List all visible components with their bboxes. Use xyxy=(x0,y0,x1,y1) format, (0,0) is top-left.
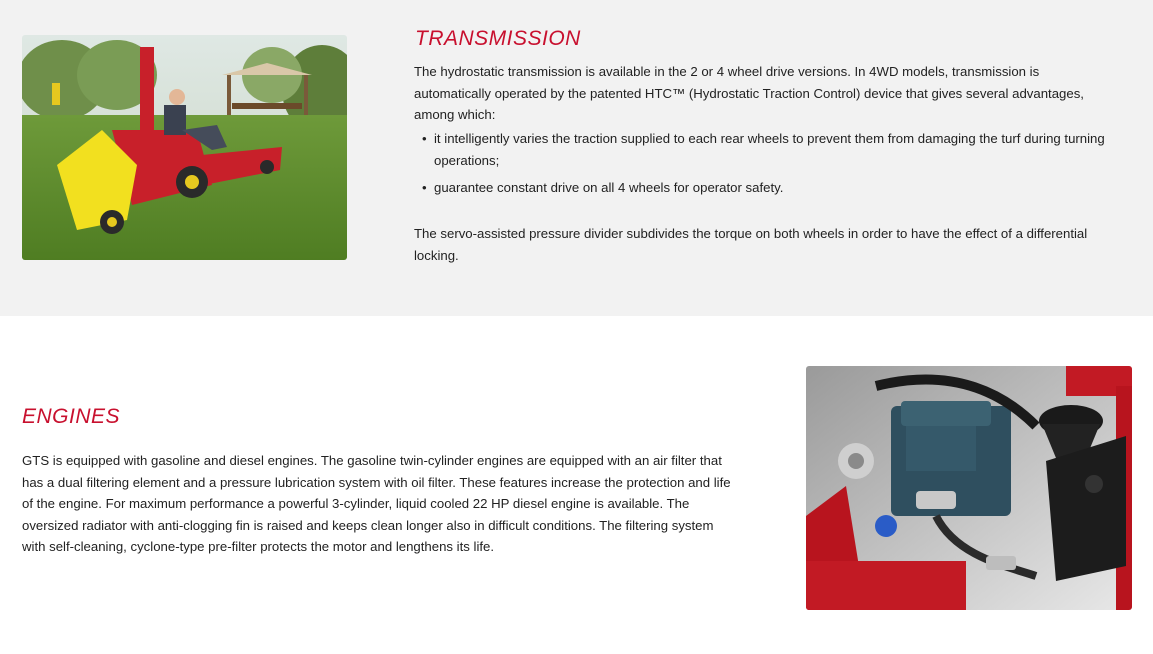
engine-photo xyxy=(806,366,1132,610)
engines-section xyxy=(0,316,1153,654)
transmission-heading: TRANSMISSION xyxy=(415,27,581,50)
transmission-advantages-list xyxy=(414,128,1114,205)
bullet-icon: • xyxy=(422,180,427,195)
engines-heading: ENGINES xyxy=(22,405,121,428)
mower-in-field-image xyxy=(22,35,347,260)
transmission-section xyxy=(0,0,1153,316)
list-item-text: it intelligently varies the traction supplied to each rear wheels to prevent them from damaging the turf during turning operations; xyxy=(434,131,1105,168)
mower-photo xyxy=(22,35,347,260)
list-item xyxy=(414,177,1114,199)
list-item xyxy=(414,128,1114,171)
engine-bay-image xyxy=(806,366,1132,610)
engines-body-paragraph: GTS is equipped with gasoline and diesel engines. The gasoline twin-cylinder engines are equipped with an air filter that has a dual filtering element and a pressure lubrication system with oil filter. These features increase the protection and life of the engine. For maximum performance a powerful 3-cylinder, liquid cooled 22 HP diesel engine is available. The oversized radiator with anti-clogging fin is raised and keeps clean longer also in difficult conditions. The filtering system with self-cleaning, cyclone-type pre-filter protects the motor and lengthens its life. xyxy=(22,453,731,554)
bullet-icon: • xyxy=(422,131,427,146)
transmission-outro-paragraph: The servo-assisted pressure divider subdivides the torque on both wheels in order to have the effect of a differential locking. xyxy=(414,226,1088,263)
transmission-intro-paragraph: The hydrostatic transmission is available in the 2 or 4 wheel drive versions. In 4WD models, transmission is automatically operated by the patented HTC™ (Hydrostatic Traction Control) device that gives several advantages, among which: xyxy=(414,64,1084,122)
list-item-text: guarantee constant drive on all 4 wheels for operator safety. xyxy=(434,180,784,195)
